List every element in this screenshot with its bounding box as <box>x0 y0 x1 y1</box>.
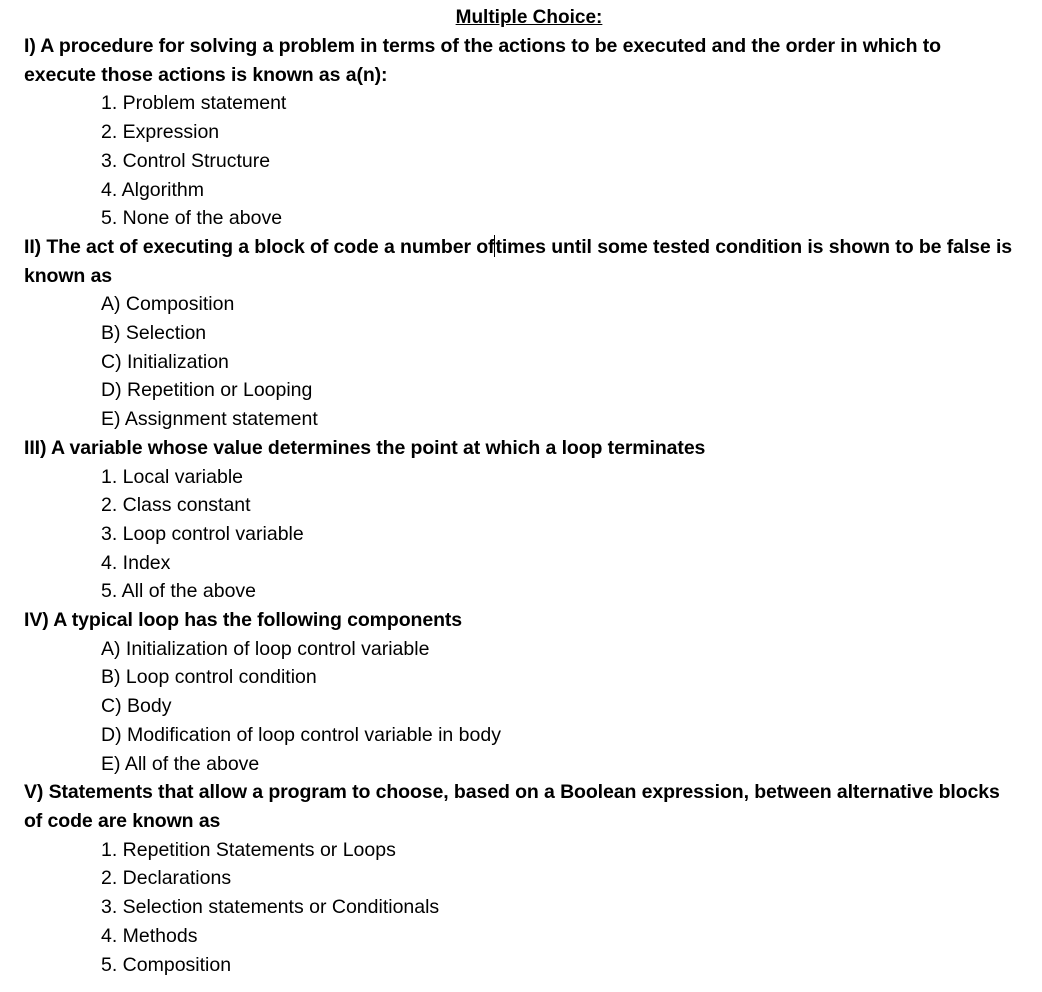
question-1-text: I) A procedure for solving a problem in terms of the actions to be executed and the order in which to execute those actions is known as a(n): <box>24 35 941 86</box>
option-item: D) Modification of loop control variable in body <box>101 723 501 746</box>
document-page[interactable] <box>24 3 1014 979</box>
option-item: C) Initialization <box>101 350 229 373</box>
option-item: 4. Index <box>101 551 171 574</box>
option-item: 1. Repetition Statements or Loops <box>101 838 396 861</box>
option-item: 1. Local variable <box>101 465 244 488</box>
question-4-options <box>24 635 1014 779</box>
option-item: B) Loop control condition <box>101 666 317 689</box>
option-item: 3. Loop control variable <box>101 522 304 545</box>
option-item: 4. Algorithm <box>101 178 204 201</box>
question-2-text-before: II) The act of executing a block of code a number of <box>24 235 495 258</box>
option-item: 4. Methods <box>101 924 198 947</box>
option-item: 5. None of the above <box>101 207 283 230</box>
option-item: 2. Expression <box>101 121 220 144</box>
question-2-options <box>24 290 1014 434</box>
question-2-text-after: times until some tested condition is shown to be false is known as <box>24 235 1013 287</box>
option-item: A) Composition <box>101 293 235 316</box>
option-item: 5. Composition <box>101 953 232 976</box>
question-3-text: III) A variable whose value determines the point at which a loop terminates <box>24 436 706 459</box>
option-item: C) Body <box>101 695 172 718</box>
option-item: E) All of the above <box>101 752 260 775</box>
question-1-options <box>24 89 1014 233</box>
question-5-options <box>24 836 1014 980</box>
option-item: 1. Problem statement <box>101 92 287 115</box>
option-item: 2. Class constant <box>101 494 251 517</box>
page-title: Multiple Choice: <box>455 7 603 28</box>
question-3-options <box>24 463 1014 607</box>
option-item: 5. All of the above <box>101 580 257 603</box>
option-item: E) Assignment statement <box>101 408 318 431</box>
option-item: A) Initialization of loop control variable <box>101 637 430 660</box>
option-item: B) Selection <box>101 322 207 345</box>
option-item: 3. Selection statements or Conditionals <box>101 896 440 919</box>
option-item: 2. Declarations <box>101 867 232 890</box>
question-4-text: IV) A typical loop has the following components <box>24 609 463 632</box>
question-2-text <box>24 233 1014 290</box>
option-item: 3. Control Structure <box>101 149 271 172</box>
question-5-text: V) Statements that allow a program to choose, based on a Boolean expression, between alternative blocks of code are known as <box>24 781 1000 832</box>
option-item: D) Repetition or Looping <box>101 379 313 402</box>
